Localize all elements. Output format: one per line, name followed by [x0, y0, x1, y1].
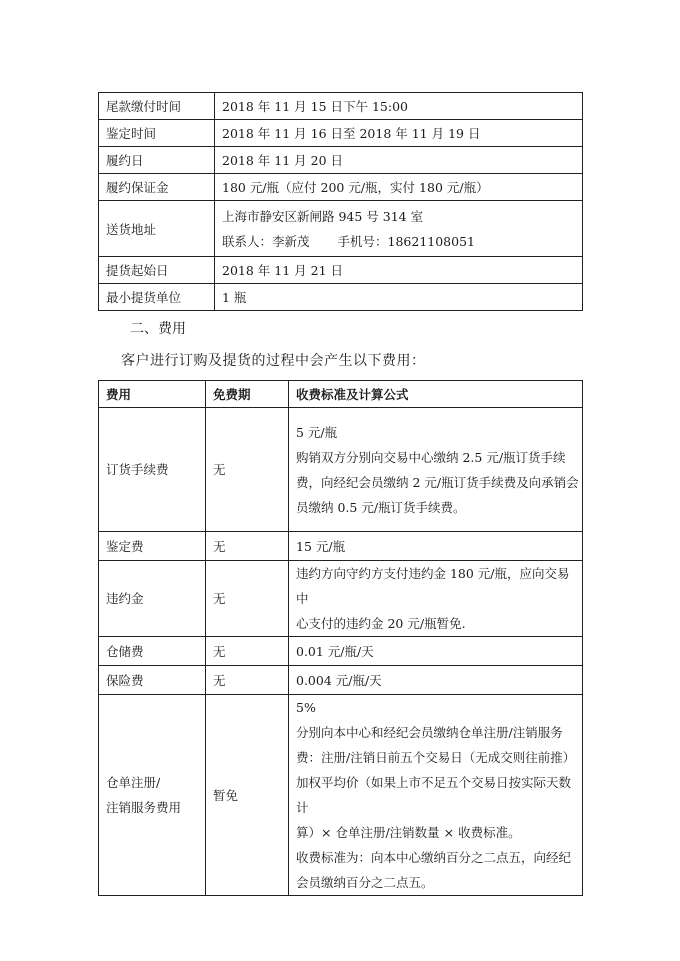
fee-line: 15 元/瓶	[296, 538, 346, 554]
table-row	[99, 532, 583, 561]
table-row	[99, 695, 583, 896]
free-period: 无	[206, 532, 289, 561]
fee-name: 鉴定费	[99, 532, 206, 561]
free-period: 暂免	[206, 695, 289, 896]
fee-line: 加权平均价（如果上市不足五个交易日按实际天数计	[296, 775, 572, 815]
fee-description	[289, 532, 583, 561]
fee-name: 保险费	[99, 666, 206, 695]
table-row	[99, 257, 583, 284]
fee-line: 收费标准为：向本中心缴纳百分之二点五，向经纪	[296, 850, 572, 865]
fee-line: 心支付的违约金 20 元/瓶暂免.	[296, 616, 466, 631]
fee-name: 违约金	[99, 561, 206, 637]
fee-line: 费，向经纪会员缴纳 2 元/瓶订货手续费及向承销会	[296, 474, 579, 490]
table-row	[99, 408, 583, 532]
table-row	[99, 637, 583, 666]
row-value: 2018 年 11 月 20 日	[215, 147, 583, 174]
fee-description	[289, 637, 583, 666]
fee-line: 0.004 元/瓶/天	[296, 672, 382, 688]
fee-name: 仓储费	[99, 637, 206, 666]
column-header: 收费标准及计算公式	[289, 381, 583, 408]
row-label: 提货起始日	[99, 257, 215, 284]
row-value: 1 瓶	[215, 284, 583, 311]
fee-line: 5 元/瓶	[296, 424, 338, 440]
row-value: 2018 年 11 月 21 日	[215, 257, 583, 284]
table-row	[99, 284, 583, 311]
row-label: 履约保证金	[99, 174, 215, 201]
delivery-info-table	[98, 92, 583, 311]
free-period: 无	[206, 561, 289, 637]
fee-table	[98, 380, 583, 896]
row-value: 180 元/瓶（应付 200 元/瓶，实付 180 元/瓶）	[215, 174, 583, 201]
row-label: 最小提货单位	[99, 284, 215, 311]
phone-text: 手机号：18621108051	[337, 233, 475, 249]
table-row	[99, 201, 583, 257]
table-row	[99, 174, 583, 201]
fee-line: 5%	[296, 700, 316, 715]
row-value: 2018 年 11 月 16 日至 2018 年 11 月 19 日	[215, 120, 583, 147]
fee-description	[289, 408, 583, 532]
fee-name-line: 注销服务费用	[106, 800, 182, 815]
column-header: 免费期	[206, 381, 289, 408]
fee-name-line: 仓单注册/	[106, 775, 161, 790]
intro-paragraph: 客户进行订购及提货的过程中会产生以下费用：	[121, 353, 426, 369]
column-header: 费用	[99, 381, 206, 408]
fee-name	[99, 695, 206, 896]
table-row	[99, 561, 583, 637]
row-value	[215, 201, 583, 257]
fee-name: 订货手续费	[99, 408, 206, 532]
fee-description	[289, 695, 583, 896]
fee-description	[289, 666, 583, 695]
table-row	[99, 120, 583, 147]
fee-line: 0.01 元/瓶/天	[296, 643, 374, 659]
table-header-row	[99, 381, 583, 408]
fee-line: 会员缴纳百分之二点五。	[296, 875, 434, 890]
fee-line: 员缴纳 0.5 元/瓶订货手续费。	[296, 499, 466, 515]
free-period: 无	[206, 408, 289, 532]
free-period: 无	[206, 637, 289, 666]
fee-description	[289, 561, 583, 637]
row-label: 尾款缴付时间	[99, 93, 215, 120]
row-label: 送货地址	[99, 201, 215, 257]
row-label: 履约日	[99, 147, 215, 174]
fee-line: 费：注册/注销日前五个交易日（无成交则往前推）	[296, 750, 576, 765]
row-label: 鉴定时间	[99, 120, 215, 147]
fee-line: 算）× 仓单注册/注销数量 × 收费标准。	[296, 825, 521, 840]
table-row	[99, 147, 583, 174]
row-value: 2018 年 11 月 15 日下午 15:00	[215, 93, 583, 120]
section-heading: 二、费用	[130, 321, 186, 337]
fee-line: 分别向本中心和经纪会员缴纳仓单注册/注销服务	[296, 725, 563, 740]
table-row	[99, 93, 583, 120]
fee-line: 违约方向守约方支付违约金 180 元/瓶，应向交易中	[296, 566, 570, 606]
contact-line	[222, 229, 582, 254]
contact-text: 联系人：李新茂	[222, 233, 310, 249]
fee-line: 购销双方分别向交易中心缴纳 2.5 元/瓶订货手续	[296, 449, 566, 465]
table-row	[99, 666, 583, 695]
free-period: 无	[206, 666, 289, 695]
address-text: 上海市静安区新闸路 945 号 314 室	[222, 208, 424, 224]
